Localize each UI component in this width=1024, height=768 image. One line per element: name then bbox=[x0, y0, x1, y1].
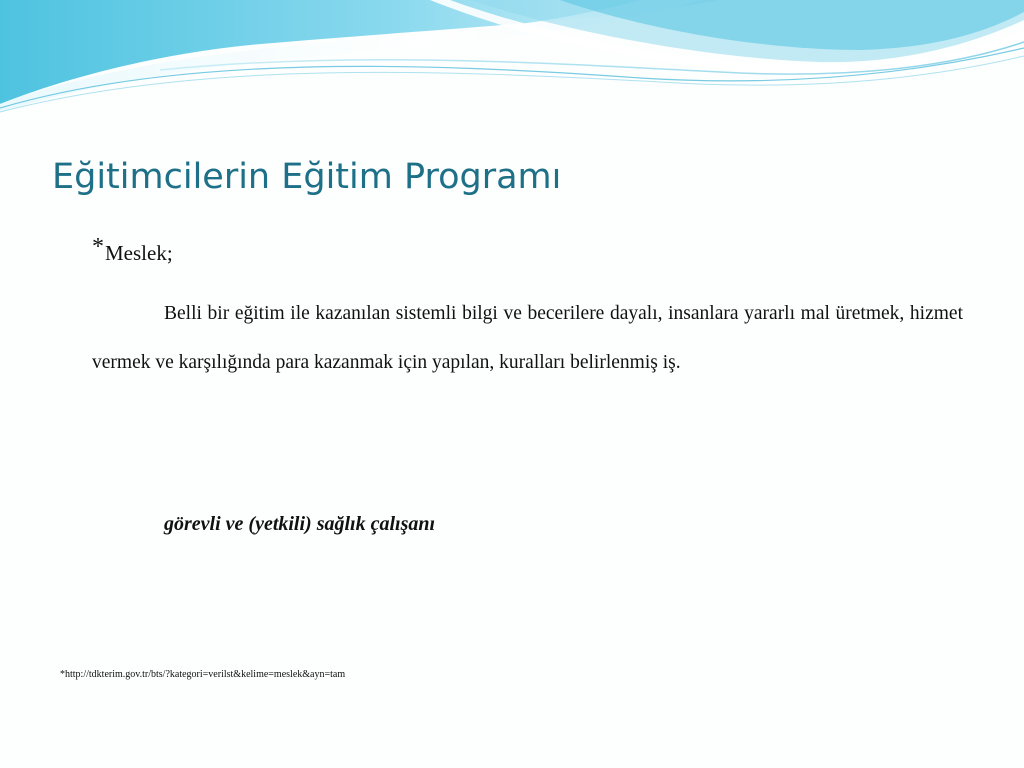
meslek-label: Meslek; bbox=[105, 241, 173, 265]
slide-title: Eğitimcilerin Eğitim Programı bbox=[52, 157, 562, 197]
footnote-source: *http://tdkterim.gov.tr/bts/?kategori=verilst&kelime=meslek&ayn=tam bbox=[60, 669, 346, 680]
footnote-marker: * bbox=[92, 234, 104, 260]
meslek-heading bbox=[92, 234, 963, 267]
decorative-wave-header bbox=[0, 0, 1024, 130]
slide-body bbox=[92, 234, 963, 387]
meslek-definition: Belli bir eğitim ile kazanılan sistemli bilgi ve becerilere dayalı, insanlara yararlı mal üretmek, hizmet vermek ve karşılığında para kazanmak için yapılan, kuralları belirlenmiş iş. bbox=[92, 303, 963, 373]
emphasis-text: görevli ve (yetkili) sağlık çalışanı bbox=[164, 513, 436, 535]
